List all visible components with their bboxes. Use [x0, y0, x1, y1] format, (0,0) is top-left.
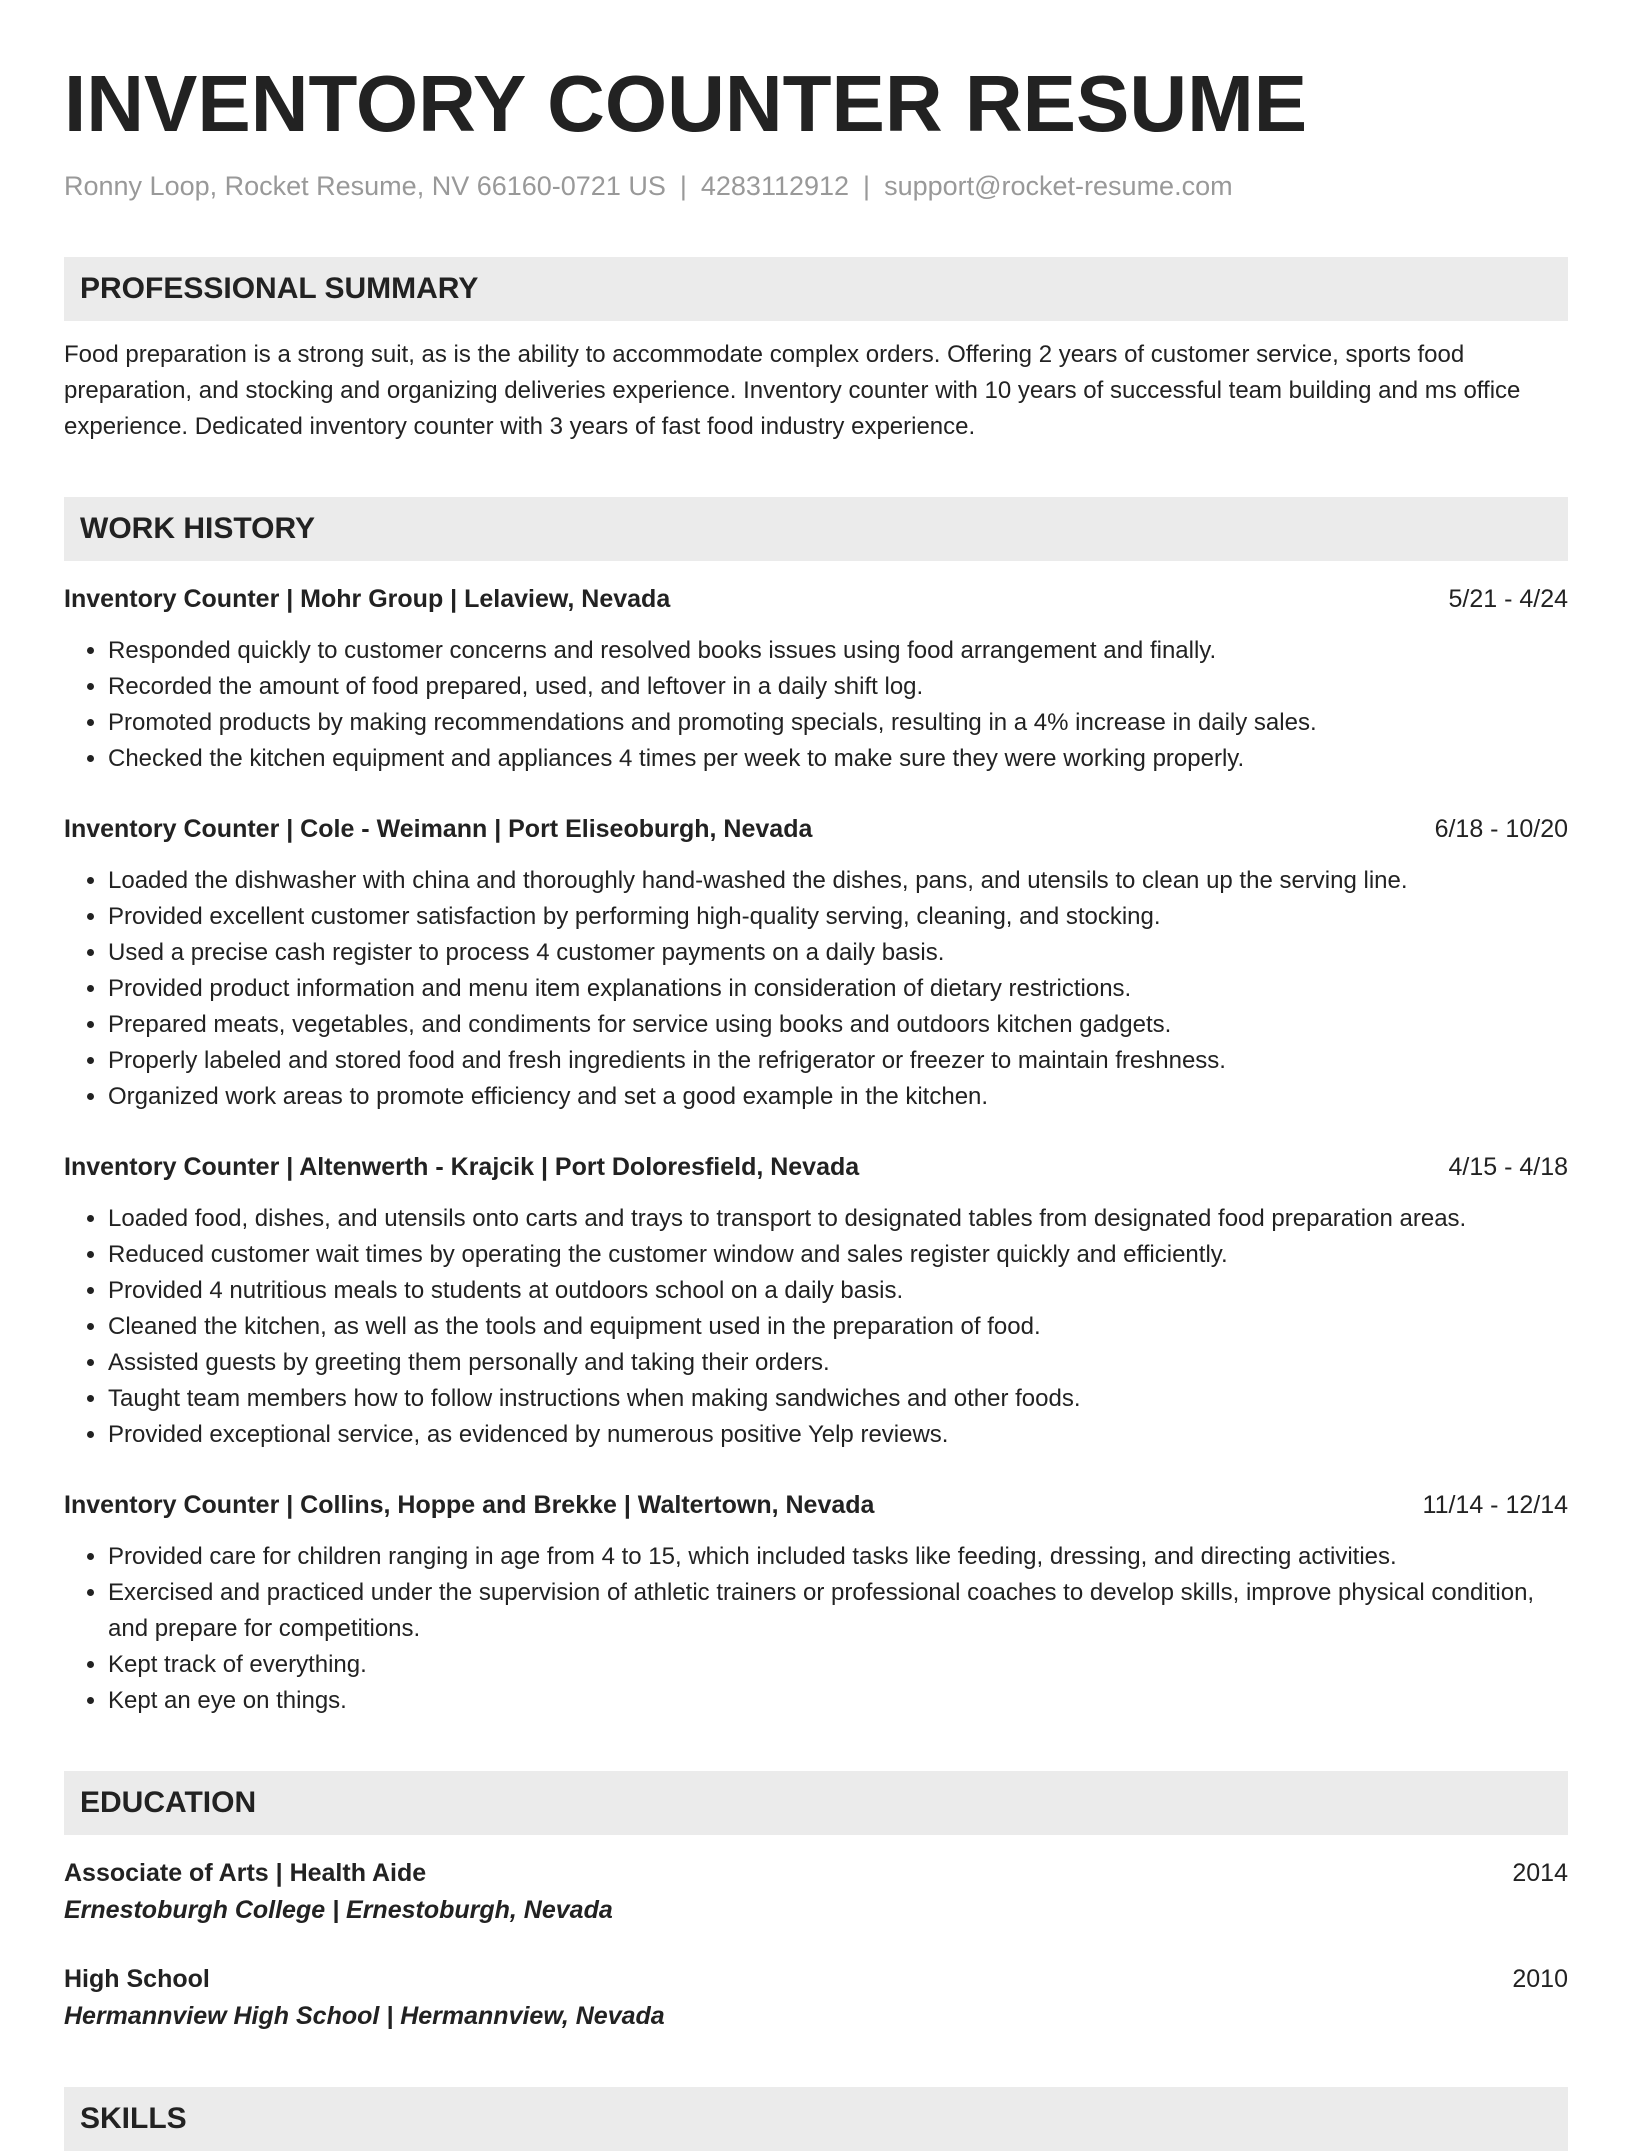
job-bullet: • Provided 4 nutritious meals to students at outdoors school on a daily basis. [108, 1273, 1568, 1309]
job-bullet: • Properly labeled and stored food and fresh ingredients in the refrigerator or freezer to maintain freshness. [108, 1043, 1568, 1079]
job-bullets [64, 863, 1568, 1115]
job-entry [64, 811, 1568, 1115]
job-dates: 4/15 - 4/18 [1448, 1153, 1568, 1181]
resume-title: INVENTORY COUNTER RESUME [64, 59, 1308, 148]
education-degree: High School [64, 1965, 210, 1993]
job-header [64, 581, 1568, 617]
job-bullet: • Responded quickly to customer concerns and resolved books issues using food arrangement and finally. [108, 633, 1568, 669]
job-bullet: • Used a precise cash register to process 4 customer payments on a daily basis. [108, 935, 1568, 971]
job-bullet: • Provided excellent customer satisfaction by performing high-quality serving, cleaning, and stocking. [108, 899, 1568, 935]
contact-email: support@rocket-resume.com [884, 171, 1233, 201]
job-entry [64, 581, 1568, 777]
work-history-heading: WORK HISTORY [64, 497, 1568, 561]
job-title: Inventory Counter | Altenwerth - Krajcik | Port Doloresfield, Nevada [64, 1153, 860, 1181]
contact-phone: 4283112912 [700, 171, 850, 201]
job-bullets [64, 1201, 1568, 1453]
job-dates: 11/14 - 12/14 [1422, 1491, 1568, 1519]
job-bullet: • Cleaned the kitchen, as well as the tools and equipment used in the preparation of food. [108, 1309, 1568, 1345]
job-bullets [64, 633, 1568, 777]
resume-page [64, 56, 1568, 2151]
job-bullets [64, 1539, 1568, 1719]
education-header [64, 1961, 1568, 1997]
education-year: 2014 [1512, 1859, 1568, 1887]
education-degree: Associate of Arts | Health Aide [64, 1859, 427, 1887]
contact-separator: | [679, 171, 687, 201]
job-bullet: • Loaded the dishwasher with china and thoroughly hand-washed the dishes, pans, and utensils to clean up the serving line. [108, 863, 1568, 899]
job-bullet: • Kept track of everything. [108, 1647, 1568, 1683]
education-year: 2010 [1512, 1965, 1568, 1993]
job-bullet: • Taught team members how to follow instructions when making sandwiches and other foods. [108, 1381, 1568, 1417]
job-entry [64, 1487, 1568, 1719]
education-header [64, 1855, 1568, 1891]
job-bullet: • Provided care for children ranging in age from 4 to 15, which included tasks like feeding, dressing, and directing activities. [108, 1539, 1568, 1575]
job-header [64, 811, 1568, 847]
skills-heading: SKILLS [64, 2087, 1568, 2151]
job-bullet: • Prepared meats, vegetables, and condiments for service using books and outdoors kitchen gadgets. [108, 1007, 1568, 1043]
job-bullet: • Promoted products by making recommendations and promoting specials, resulting in a 4% increase in daily sales. [108, 705, 1568, 741]
job-bullet: • Exercised and practiced under the supervision of athletic trainers or professional coaches to develop skills, improve physical condition, and prepare for competitions. [108, 1575, 1568, 1647]
contact-separator: | [863, 171, 871, 201]
job-entry [64, 1149, 1568, 1453]
job-header [64, 1487, 1568, 1523]
summary-text: Food preparation is a strong suit, as is the ability to accommodate complex orders. Offering 2 years of customer service, sports food preparation, and stocking and organizing deliveries experience. Inventory counter with 10 years of successful team building and ms office experience. Dedicated inventory counter with 3 years of fast food industry experience. [64, 341, 1521, 440]
job-title: Inventory Counter | Mohr Group | Lelaview, Nevada [64, 585, 671, 613]
job-bullet: • Organized work areas to promote efficiency and set a good example in the kitchen. [108, 1079, 1568, 1115]
job-dates: 5/21 - 4/24 [1448, 585, 1568, 613]
job-title: Inventory Counter | Collins, Hoppe and Brekke | Waltertown, Nevada [64, 1491, 875, 1519]
education-school: Ernestoburgh College | Ernestoburgh, Nevada [64, 1896, 613, 1924]
summary-heading: PROFESSIONAL SUMMARY [64, 257, 1568, 321]
job-bullet: • Provided product information and menu item explanations in consideration of dietary restrictions. [108, 971, 1568, 1007]
education-entry [64, 1961, 1568, 2035]
job-bullet: • Loaded food, dishes, and utensils onto carts and trays to transport to designated tables from designated food preparation areas. [108, 1201, 1568, 1237]
job-bullet: • Provided exceptional service, as evidenced by numerous positive Yelp reviews. [108, 1417, 1568, 1453]
education-heading: EDUCATION [64, 1771, 1568, 1835]
job-header [64, 1149, 1568, 1185]
contact-line [64, 168, 1568, 204]
job-title: Inventory Counter | Cole - Weimann | Port Eliseoburgh, Nevada [64, 815, 813, 843]
education-school: Hermannview High School | Hermannview, Nevada [64, 2002, 665, 2030]
education-entry [64, 1855, 1568, 1929]
job-bullet: • Recorded the amount of food prepared, used, and leftover in a daily shift log. [108, 669, 1568, 705]
job-bullet: • Reduced customer wait times by operating the customer window and sales register quickly and efficiently. [108, 1237, 1568, 1273]
contact-address: Ronny Loop, Rocket Resume, NV 66160-0721 US [64, 171, 666, 201]
job-bullet: • Kept an eye on things. [108, 1683, 1568, 1719]
job-bullet: • Assisted guests by greeting them personally and taking their orders. [108, 1345, 1568, 1381]
job-bullet: • Checked the kitchen equipment and appliances 4 times per week to make sure they were working properly. [108, 741, 1568, 777]
job-dates: 6/18 - 10/20 [1434, 815, 1568, 843]
